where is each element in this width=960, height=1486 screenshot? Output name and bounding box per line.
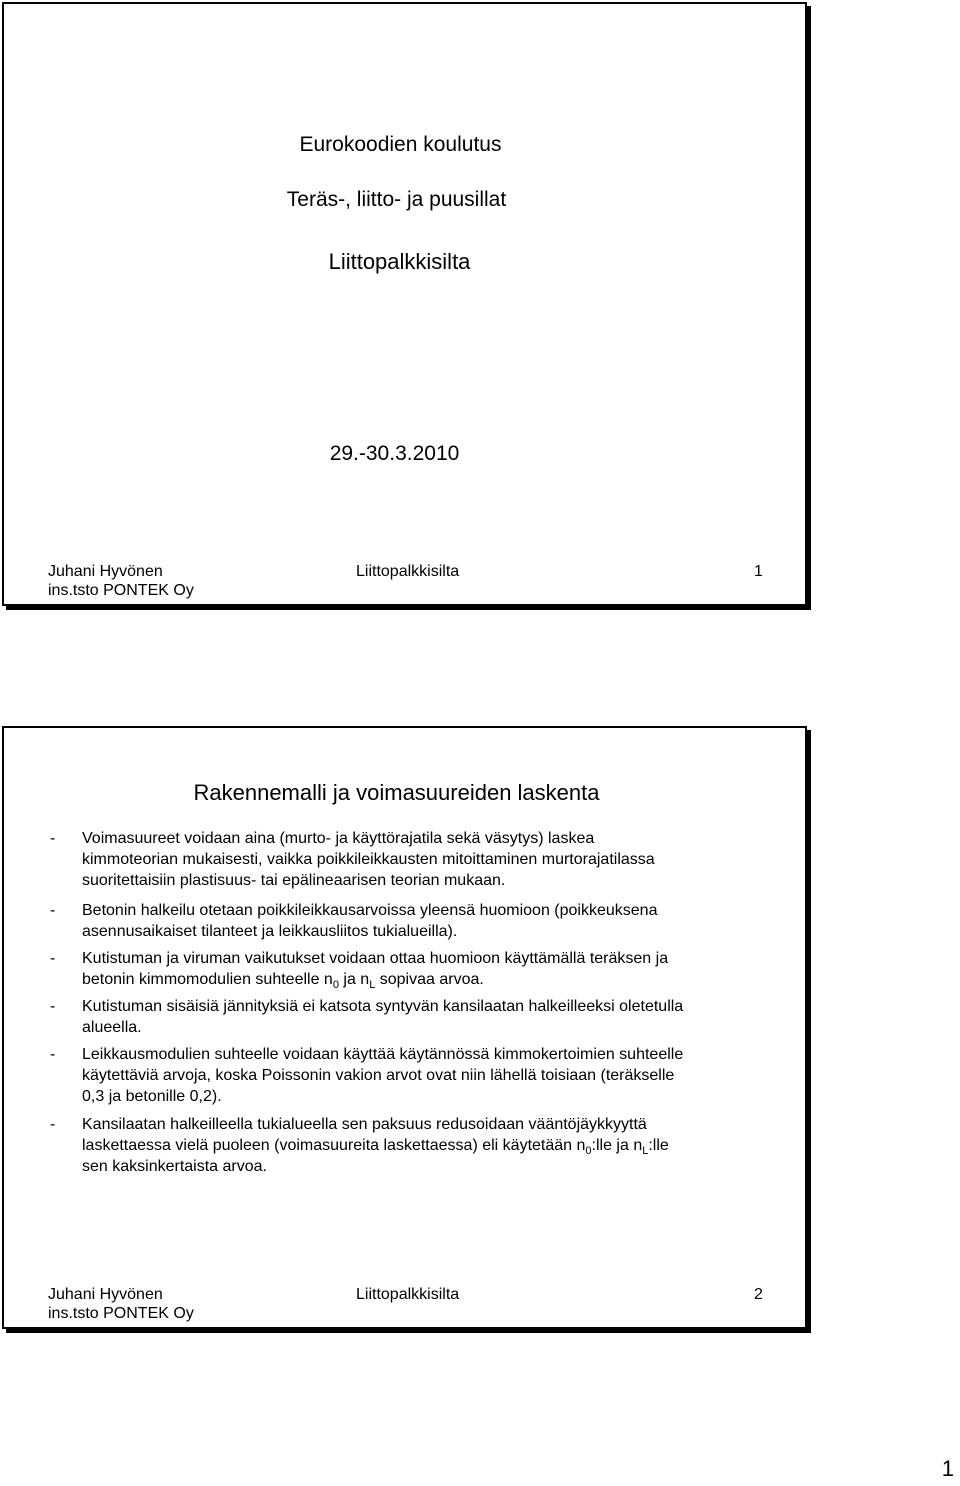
bullet-text: Kutistuman sisäisiä jännityksiä ei katsota syntyvän kansilaatan halkeilleeksi oletetulla alueella. <box>82 998 684 1036</box>
footer-author: Juhani Hyvönen <box>48 563 163 580</box>
slide-title-line-2: Teräs-, liitto- ja puusillat <box>286 188 507 211</box>
slide-2 <box>2 726 807 1329</box>
footer-page-number: 2 <box>754 1286 763 1303</box>
bullet-text: Voimasuureet voidaan aina (murto- ja käyttörajatila sekä väsytys) laskea kimmoteorian mukaisesti, vaikka poikkileikkausten mitoittaminen murtorajatilassa suoritettaisiin plastisuus- tai epälineaarisen teorian mukaan. <box>82 830 655 889</box>
footer-title: Liittopalkkisilta <box>356 563 460 580</box>
bullet-text: Kutistuman ja viruman vaikutukset voidaan ottaa huomioon käyttämällä teräksen ja betonin kimmomodulien suhteelle $n_0$ ja $n_L$ sopivaa arvoa. <box>82 950 669 991</box>
bullet-text: Kansilaatan halkeilleella tukialueella sen paksuus redusoidaan vääntöjäykkyyttä laskettaessa vielä puoleen (voimasuureita laskettaessa) eli käytetään $n_0:lle$ ja $n_L:lle$ sen kaksinkertaista arvoa. <box>82 1116 669 1175</box>
bullet-dash: - <box>50 1046 56 1063</box>
slide-title-line-3: Liittopalkkisilta <box>328 249 471 274</box>
bullet-dash: - <box>50 998 56 1015</box>
bullet-dash: - <box>50 830 56 847</box>
slide-heading: Rakennemalli ja voimasuureiden laskenta <box>193 780 600 805</box>
bullet-dash: - <box>50 1116 56 1133</box>
bullet-dash: - <box>50 950 56 967</box>
slide-title-line-1: Eurokoodien koulutus <box>299 133 502 156</box>
footer-company: ins.tsto PONTEK Oy <box>48 582 194 599</box>
document-page-number: 1 <box>941 1456 954 1481</box>
bullet-text: Betonin halkeilu otetaan poikkileikkausarvoissa yleensä huomioon (poikkeuksena asennusaikaiset tilanteet ja leikkausliitos tukialueilla). <box>82 902 658 940</box>
footer-author: Juhani Hyvönen <box>48 1286 163 1303</box>
footer-company: ins.tsto PONTEK Oy <box>48 1305 194 1322</box>
footer-title: Liittopalkkisilta <box>356 1286 460 1303</box>
footer-page-number: 1 <box>754 563 763 580</box>
slide-date: 29.-30.3.2010 <box>329 442 460 465</box>
bullet-text: Leikkausmodulien suhteelle voidaan käyttää käytännössä kimmokertoimien suhteelle käytettäviä arvoja, koska Poissonin vakion arvot ovat niin lähellä toisiaan (teräkselle 0,3 ja betonille 0,2). <box>82 1046 684 1105</box>
slide-1 <box>2 2 807 606</box>
bullet-dash: - <box>50 902 56 919</box>
